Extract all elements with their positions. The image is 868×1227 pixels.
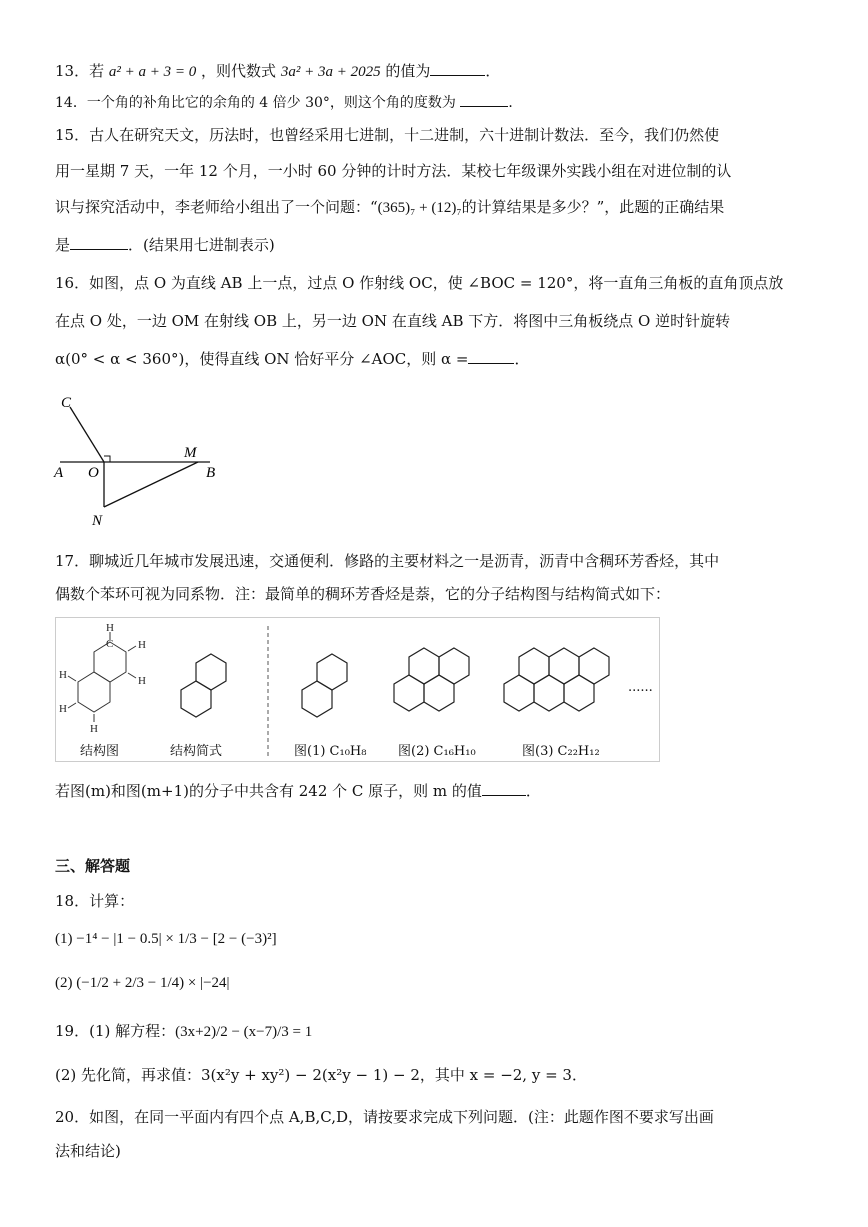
question-16-line-3: α(0° < α < 360°)，使得直线 ON 恰好平分 ∠AOC，则 α = ． xyxy=(55,350,530,368)
label-m: M xyxy=(184,445,197,461)
ray-oc xyxy=(70,407,104,462)
question-17-ask: 若图(m)和图(m+1)的分子中共含有 242 个 C 原子，则 m 的值 ． xyxy=(55,782,541,800)
label-n: N xyxy=(92,513,103,529)
answer-blank xyxy=(70,235,128,250)
question-16-line-2: 在点 O 处，一边 OM 在射线 OB 上，另一边 ON 在直线 AB 下方．将图中三角板绕点 O 逆时针旋转 xyxy=(55,312,731,330)
question-20-line-1: 20．如图，在同一平面内有四个点 A,B,C,D，请按要求完成下列问题．(注：此题作图不要求写出画 xyxy=(55,1108,714,1126)
naphthalene-structure-diagram xyxy=(68,632,136,722)
answer-blank xyxy=(482,781,526,796)
answer-blank xyxy=(460,92,508,107)
q19-equation: (3x+2)/2 − (x−7)/3 = 1 xyxy=(175,1024,313,1040)
question-18-part-1: (1) −1⁴ − |1 − 0.5| × 1/3 − [2 − (−3)²] xyxy=(55,931,277,947)
question-19-part-1: 19．(1) 解方程：(3x+2)/2 − (x−7)/3 = 1 xyxy=(55,1022,313,1040)
continuation-dots: ...... xyxy=(628,680,653,695)
question-20-line-2: 法和结论) xyxy=(55,1142,121,1160)
label-c: C xyxy=(61,395,72,411)
caption-fig-2: 图(2) C₁₆H₁₀ xyxy=(398,744,476,759)
q17-figure-box xyxy=(55,617,660,762)
molecule-fig-2 xyxy=(394,648,469,711)
q13-expression: 3a² + 3a + 2025 xyxy=(280,64,381,80)
question-16-line-1: 16．如图，点 O 为直线 AB 上一点，过点 O 作射线 OC，使 ∠BOC = 120°，将一直角三角板的直角顶点放 xyxy=(55,274,784,292)
answer-blank xyxy=(468,349,514,364)
molecule-fig-1 xyxy=(302,654,347,717)
question-15-line-2: 用一星期 7 天，一年 12 个月，一小时 60 分钟的计时方法．某校七年级课外实践小组在对进位制的认 xyxy=(55,162,732,180)
question-15-line-3: 识与探究活动中，李老师给小组出了一个问题：“(365)₇ + (12)₇的计算结果是多少？”，此题的正确结果 xyxy=(55,198,725,216)
naphthalene-skeletal xyxy=(181,654,226,717)
question-15-line-4: 是 ．(结果用七进制表示) xyxy=(55,236,275,254)
molecule-fig-3 xyxy=(504,648,609,711)
atom-h: H xyxy=(138,639,146,651)
q13-equation: a² + a + 3 = 0 xyxy=(108,64,197,80)
right-angle-mark xyxy=(104,456,110,462)
caption-skeletal-formula: 结构简式 xyxy=(170,744,223,759)
atom-h: H xyxy=(59,669,67,681)
atom-h: H xyxy=(90,723,98,735)
q15-expression: (365)₇ + (12)₇ xyxy=(377,200,462,216)
label-o: O xyxy=(88,465,99,481)
section-heading: 三、解答题 xyxy=(55,857,131,875)
question-17-line-1: 17．聊城近几年城市发展迅速，交通便利．修路的主要材料之一是沥青，沥青中含稠环芳香烃，其中 xyxy=(55,552,720,570)
caption-fig-3: 图(3) C₂₂H₁₂ xyxy=(522,744,600,759)
label-a: A xyxy=(54,465,64,481)
hypotenuse xyxy=(104,462,198,507)
caption-fig-1: 图(1) C₁₀H₈ xyxy=(294,744,367,759)
atom-c: C xyxy=(106,638,114,650)
q16-figure xyxy=(50,385,230,535)
question-13: 13．若 a² + a + 3 = 0 ，则代数式 3a² + 3a + 2025 的值为 ． xyxy=(55,62,501,80)
question-15-line-1: 15．古人在研究天文，历法时，也曾经采用七进制，十二进制，六十进制计数法．至今，我们仍然使 xyxy=(55,126,720,144)
label-b: B xyxy=(206,465,216,481)
question-18-part-2: (2) (−1/2 + 2/3 − 1/4) × |−24| xyxy=(55,975,230,991)
question-17-line-2: 偶数个苯环可视为同系物．注：最简单的稠环芳香烃是萘，它的分子结构图与结构简式如下： xyxy=(55,585,671,603)
question-19-part-2: (2) 先化简，再求值：3(x²y + xy²) − 2(x²y − 1) − 2，其中 x = −2, y = 3． xyxy=(55,1066,587,1084)
atom-h: H xyxy=(59,703,67,715)
question-18-title: 18．计算： xyxy=(55,892,135,910)
caption-structure-diagram: 结构图 xyxy=(80,744,120,759)
atom-h: H xyxy=(106,622,114,634)
question-14: 14．一个角的补角比它的余角的 4 倍少 30°，则这个角的度数为 ． xyxy=(55,92,522,114)
answer-blank xyxy=(430,61,485,76)
atom-h: H xyxy=(138,675,146,687)
